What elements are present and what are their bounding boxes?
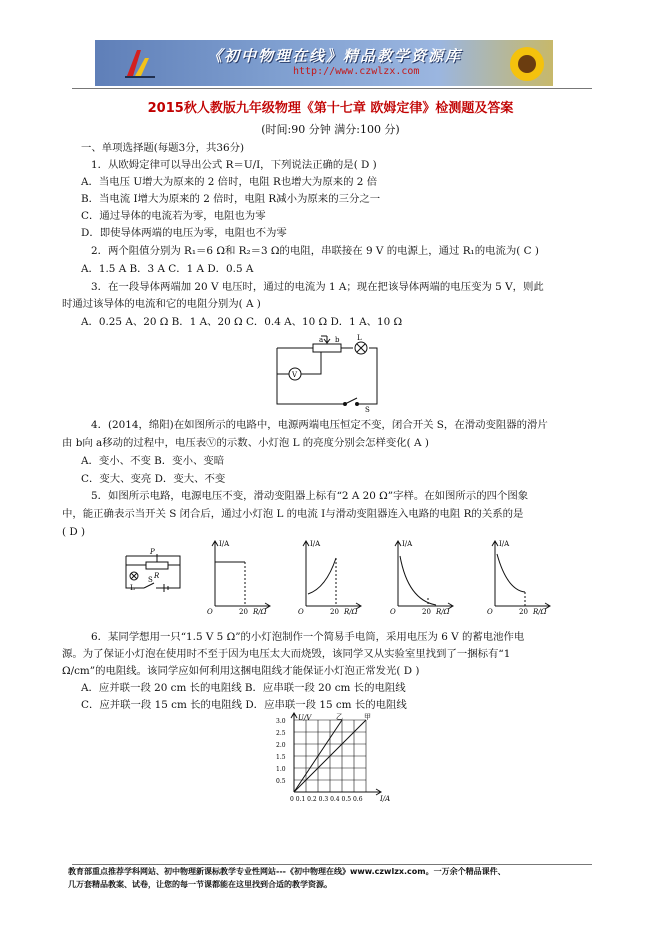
question-2: 2．两个阻值分别为 R₁＝6 Ω和 R₂＝3 Ω的电阻，串联接在 9 V 的电源上，通过 R₁的电流为( C ) (91, 245, 539, 257)
q6-options-cd: C．应并联一段 15 cm 长的电阻线 D．应串联一段 15 cm 长的电阻线 (81, 699, 407, 711)
q5a-ylabel: I/A (219, 540, 230, 548)
q1-option-b: B．当电流 I增大为原来的 2 倍时，电阻 R减小为原来的三分之一 (81, 193, 381, 205)
question-4: 4．(2014，绵阳)在如图所示的电路中，电源两端电压恒定不变，闭合开关 S，在滑动变阻器的滑片 (91, 419, 548, 431)
header-rule (72, 88, 592, 89)
q6-options-ab: A．应并联一段 20 cm 长的电阻线 B．应串联一段 20 cm 长的电阻线 (81, 682, 406, 694)
section-heading: 一、单项选择题(每题3分，共36分) (81, 142, 245, 154)
question-5-cont: 中，能正确表示当开关 S 闭合后，通过小灯泡 L 的电流 I与滑动变阻器连入电路的电阻 R的关系的是 (62, 508, 524, 520)
footer-line-1: 教育部重点推荐学科网站、初中物理新课标教学专业性网站---《初中物理在线》www.czwlzx.com。一万余个精品课件、 (68, 867, 506, 876)
q6-ui-graph (272, 712, 397, 804)
q5d-xlabel: R/Ω (533, 608, 547, 616)
q2-options: A．1.5 A B．3 A C．1 A D．0.5 A (81, 263, 254, 275)
question-6-cont1: 源。为了保证小灯泡在使用时不至于因为电压太大而烧毁，该同学又从实验室里找到了一捆标有“1 (62, 648, 511, 660)
q5c-xlabel: R/Ω (436, 608, 450, 616)
question-6: 6．某同学想用一只“1.5 V 5 Ω”的小灯泡制作一个简易手电筒，采用电压为 6 V 的蓄电池作电 (91, 631, 525, 643)
q5b-ylabel: I/A (310, 540, 321, 548)
q5d-tick: 20 (519, 608, 528, 616)
q4-label-v: V (292, 371, 298, 379)
q5d-origin: O (487, 608, 493, 616)
q6-ytick-2: 2.0 (276, 742, 286, 749)
q4-options-cd: C．变大、变亮 D．变大、不变 (81, 473, 226, 485)
q5b-origin: O (298, 608, 304, 616)
q1-option-a: A．当电压 U增大为原来的 2 倍时，电阻 R也增大为原来的 2 倍 (81, 176, 378, 188)
q5c-ylabel: I/A (402, 540, 413, 548)
q6-label-jia: 甲 (364, 713, 371, 721)
question-1: 1．从欧姆定律可以导出公式 R＝U/I，下列说法正确的是( D ) (91, 159, 377, 171)
question-3: 3．在一段导体两端加 20 V 电压时，通过的电流为 1 A；现在把该导体两端的电压变为 5 V，则此 (91, 281, 544, 293)
q5a-xlabel: R/Ω (253, 608, 267, 616)
q5a-tick: 20 (239, 608, 248, 616)
q5-graph-b (296, 538, 366, 616)
q4-circuit-diagram (265, 334, 385, 414)
q6-xticks: 0 0.1 0.2 0.3 0.4 0.5 0.6 (290, 796, 363, 803)
sunflower-icon (507, 44, 547, 84)
q5-graph-a (205, 538, 275, 616)
q4-options-ab: A．变小、不变 B．变小、变暗 (81, 455, 225, 467)
q1-option-c: C．通过导体的电流若为零，电阻也为零 (81, 210, 266, 222)
q3-options: A．0.25 A、20 Ω B．1 A、20 Ω C．0.4 A、10 Ω D．1 A、10 Ω (81, 316, 403, 328)
q6-ytick-0: 3.0 (276, 718, 286, 725)
question-4-cont: 由 b向 a移动的过程中，电压表Ⓥ的示数、小灯泡 L 的亮度分别会怎样变化( A ) (62, 437, 429, 449)
footer-rule (72, 864, 592, 865)
q5-label-p: P (150, 548, 155, 556)
q6-xlabel: I/A (380, 795, 391, 803)
q5-circuit-diagram (120, 548, 190, 598)
q5a-origin: O (207, 608, 213, 616)
question-5: 5．如图所示电路，电源电压不变，滑动变阻器上标有“2 A 20 Ω”字样。在如图所示的四个图象 (91, 490, 529, 502)
q6-ytick-4: 1.0 (276, 766, 286, 773)
q6-ytick-3: 1.5 (276, 754, 286, 761)
q5-label-s: S (148, 576, 153, 584)
q5b-tick: 20 (330, 608, 339, 616)
q5-graph-d (485, 538, 555, 616)
page-subtitle: (时间:90 分钟 满分:100 分) (261, 123, 400, 136)
footer-line-2: 几万套精品教案、试卷，让您的每一节课都能在这里找到合适的教学资源。 (68, 880, 332, 889)
q5c-tick: 20 (422, 608, 431, 616)
site-logo-icon (123, 46, 157, 80)
q4-label-a: a (319, 336, 324, 344)
banner-url: http://www.czwlzx.com (293, 66, 420, 77)
q6-ytick-5: 0.5 (276, 778, 286, 785)
question-6-cont2: Ω/cm”的电阻线。该同学应如何利用这捆电阻线才能保证小灯泡正常发光( D ) (62, 665, 420, 677)
q5d-ylabel: I/A (499, 540, 510, 548)
page-title: 2015秋人教版九年级物理《第十七章 欧姆定律》检测题及答案 (147, 101, 514, 116)
q5c-origin: O (390, 608, 396, 616)
q6-ytick-1: 2.5 (276, 730, 286, 737)
q5b-xlabel: R/Ω (344, 608, 358, 616)
banner-title: 《初中物理在线》精品教学资源库 (207, 47, 463, 65)
q5-label-l: L (130, 584, 135, 592)
q4-label-b: b (335, 336, 340, 344)
q5-graph-c (388, 538, 458, 616)
q5-label-r: R (154, 572, 160, 580)
question-5-answer: ( D ) (62, 526, 86, 538)
q6-ylabel: U/V (298, 714, 312, 722)
header-banner (95, 40, 553, 86)
q4-label-l: L (357, 334, 362, 342)
question-3-cont: 时通过该导体的电流和它的电阻分别为( A ) (62, 298, 261, 310)
q1-option-d: D．即使导体两端的电压为零，电阻也不为零 (81, 227, 287, 239)
q6-label-yi: 乙 (336, 713, 343, 721)
q4-label-s: S (365, 406, 370, 414)
